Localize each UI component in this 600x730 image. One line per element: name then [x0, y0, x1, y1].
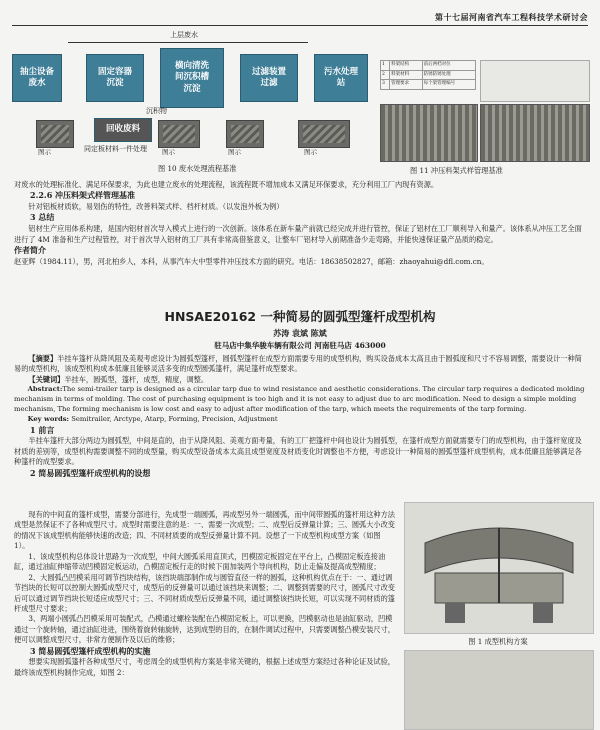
section-3-heading: 3 总结: [30, 212, 55, 223]
table-cell: 前后两档对位: [422, 61, 475, 71]
author-info-body: 赵亚辉（1984.11），男，河北柏乡人，本科，从事汽车大中型零件冲压技术方面的研究。电话：18638502827，邮箱：zhaoyahui@dfl.com.cn。: [14, 256, 489, 266]
table-cell: 每个架管理编号: [422, 80, 475, 90]
sediment-label: 沉积物: [146, 107, 167, 115]
thumb-label: 图示: [304, 148, 317, 156]
intro-paragraph: 对废水的处理标准化、满足环保要求，为此也建立废水的处理流程，该流程既不增加成本又满足环保要求，充分利用工厂内现有资源。: [14, 180, 439, 189]
figure-11: [380, 60, 590, 178]
thumb-label: 图示: [38, 148, 51, 156]
paper-authors: 苏涛 袁斌 陈斌: [273, 328, 327, 338]
section-2-heading: 2 简易圆弧型篷杆成型机构的设想: [30, 467, 151, 478]
table-cell: 防锈防锈处理: [422, 70, 475, 80]
top-water-label: 上层废水: [170, 31, 198, 39]
figure-1-photo: [404, 502, 594, 634]
section-3p-heading: 3 简易圆弧型篷杆成型机构的实施: [30, 645, 151, 656]
author-info-heading: 作者简介: [14, 244, 46, 255]
sludge-caption: 同定板材料一件处理: [84, 145, 147, 153]
top-flow-line: [68, 42, 308, 43]
item-2: 2、大圆弧凸凹模采用可调节挡块结构，该挡块端部制作成与圆管直径一样的圆弧，这种机构优点在于：一、通过调节挡块的长短可以控制大圆弧成型尺寸，成型后的反弹量可以通过该挡块来调整；二、调整到需要的尺寸，圆弧尺寸改变后可以通过调节挡块长短适应成型尺寸；三、不同材质成型后反弹量不同，通过调整该挡块长短，可以实现不同材质的篷杆成型尺寸要求；: [14, 572, 395, 613]
flow-box-washing-tank: 横向清洗 间沉积槽 沉淀: [160, 48, 224, 108]
section-2-body: 现有的中间直的篷杆成型，需要分部进行，先成型一端圆弧，再成型另外一端圆弧，而中间带圆弧的篷杆用这种方法成型是然保证不了各种成型尺寸。成型时需要注意的是：一、需要一次成型；二、成型后反弹量计算；三、圆弧大小改变的情况下该成型机构能够快速的改造；四、不同材质要的成型反弹量计算不同。设想了一下成型机构成型方案（如图 1）。: [14, 510, 395, 551]
photo-thumb-3: [226, 120, 264, 148]
keywords-en: Semitrailer, Arctype, Atarp, Forming, Precision, Adjustment: [71, 414, 278, 423]
left-column: [14, 510, 398, 678]
figure-11-caption: 图 11 冲压料架式样管理基准: [410, 166, 503, 175]
section-1-body: 半挂车篷杆大部分两边为圆弧型，中间是直的，由于从降风阻、美观方面考量，有的工厂把篷杆中间也设计为圆弧型，在篷杆成型方面就需要专门的成型机构，由于篷杆宽度及材质的差别等，成型机构需要调整不同的成型量，购买成型设备成本太高且成型宽度及材质变化时调整也不方便，考虑设计一种简易的圆弧型篷杆成型机构，成本低廉且能够满足各种篷杆的成型要求。: [14, 436, 582, 467]
item-3: 3、两端小圆弧凸凹模采用可装配式，凸模通过螺栓装配在凸模固定板上，可以更换，凹模驱动也是油缸驱动，凹模通过一个旋转轴，通过油缸进进，围绕着旋转轴旋转，达到成型的目的，在制作调试过程中，只需要调整凸模安装尺寸，便可以调整成型尺寸，非常方便制作及以后的维修；: [14, 614, 395, 645]
machine-render: [405, 503, 593, 633]
running-header: 第十七届河南省汽车工程科技学术研讨会: [435, 12, 588, 22]
photo-thumb-2: [158, 120, 200, 148]
rack-drawing: [480, 60, 590, 102]
upper-text: [14, 180, 588, 267]
figure-1-caption: 图 1 成型机构方案: [468, 637, 528, 646]
section-1-heading: 1 前言: [30, 424, 55, 435]
table-cell: 3: [381, 80, 390, 90]
table-cell: 2: [381, 70, 390, 80]
section-226-body: 针对铝板材质软，易划伤的特性，改善料架式样、档杆材质。（以发泡外板为例）: [28, 202, 284, 212]
keywords-cn-label: 【关键词】: [28, 374, 65, 384]
figure-2-photo: [404, 650, 594, 730]
flow-box-sludge: 回收废料: [94, 118, 152, 142]
paper-affiliation: 驻马店中集华骏车辆有限公司 河南驻马店 463000: [214, 341, 386, 350]
photo-thumb-4: [298, 120, 350, 148]
abstract-en-label: Abstract:: [27, 385, 63, 394]
table-row: [381, 80, 476, 90]
item-1: 1、该成型机构总体设计思路为一次成型，中间大圆弧采用直顶式，凹模固定板固定在平台上，凸模固定板连接油缸，通过油缸伸缩带动凹模固定板运动，凸模固定板行走的时候下面加装两个导向机构，防止走偏及提高成型精度；: [14, 551, 386, 572]
figure-10-caption: 图 10 废水处理流程基准: [158, 164, 237, 173]
abstract-en: The semi-trailer tarp is designed as a circular tarp due to wind resistance and aesthetic considerations. The circular tarp requires a dedicated molding mechanism in terms of molding. The cost of purchasing equipment is too high and it is not easy to adjust due to arc modification. Need to design a simple molding mechanism, The forming mechanism is low cost and easy to adjust after modification of the tarp, which meets the requirements of the tarp forming.: [14, 385, 585, 413]
flow-box-container: 固定容器 沉淀: [86, 54, 144, 102]
table-cell: 管理要求: [390, 80, 423, 90]
rack-photo-2: [480, 104, 590, 162]
abstract-block: [14, 354, 588, 479]
table-cell: 料架材料: [390, 70, 423, 80]
header-rule: [12, 25, 588, 26]
flow-box-filter: 过滤装置 过滤: [240, 54, 298, 102]
rack-photo-1: [380, 104, 478, 162]
table-cell: 料架结构: [390, 61, 423, 71]
paper-title: HNSAE20162 一种简易的圆弧型篷杆成型机构: [164, 309, 436, 324]
abstract-cn: 半挂车篷杆从降风阻及美观考虑设计为圆弧型篷杆，圆弧型篷杆在成型方面需要专用的成型机构，购买设备成本太高且由于圆弧度和尺寸不容易调整，需要设计一种简易的成型机构，该成型机构成本低廉且能够灵活多变的成型圆弧篷杆，满足篷杆成型要求。: [14, 354, 582, 374]
keywords-en-label: Key words:: [27, 414, 70, 423]
table-cell: 1: [381, 61, 390, 71]
thumb-label: 图示: [228, 148, 241, 156]
section-3p-body: 想要实现圆弧篷杆各种成型尺寸，考虑周全的成型机构方案是非常关键的，根据上述成型方案经过各种论证及试验，最终该成型机构制作完成，如图 2：: [14, 657, 395, 677]
flow-box-sewage-station: 污水处理 站: [314, 54, 368, 102]
table-row: [381, 61, 476, 71]
figure-10: [8, 28, 368, 178]
photo-thumb-1: [36, 120, 74, 148]
thumb-label: 图示: [162, 148, 175, 156]
section-226-heading: 2.2.6 冲压料架式样管理基准: [30, 190, 136, 201]
table-row: [381, 70, 476, 80]
figure-11-table: [380, 60, 476, 90]
section-3-body: 铝材生产应用体系构建，是国内铝材首次导入模式上进行的一次创新。该体系在新车量产前就已经完成并进行管控，保证了铝材在工厂顺利导入和量产。该体系从冲压工艺全面进行了 4M 准备和生产过程管控，对于首次导入铝材的工厂具有非常高借鉴意义，让整车厂铝材导入前期准备少走弯路，并能快速保证量产品质的稳定。: [14, 224, 582, 244]
flow-box-dust-equipment: 抽尘设备 废水: [12, 54, 62, 102]
keywords-cn: 半挂车，圆弧型，篷杆，成型，精度，调整。: [64, 374, 209, 384]
abstract-cn-label: 【摘要】: [28, 354, 58, 363]
